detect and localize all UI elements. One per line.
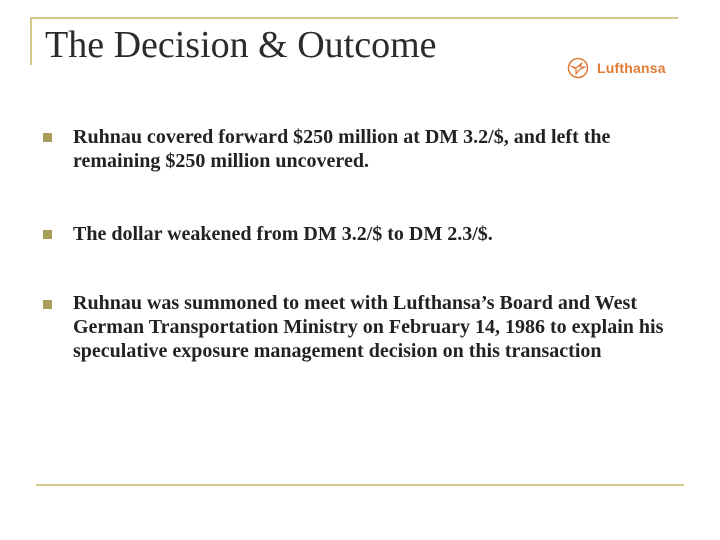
bullet-text-2: The dollar weakened from DM 3.2/$ to DM 2.3/$. (73, 223, 493, 245)
frame-top-rule (30, 17, 678, 19)
logo-wordmark: Lufthansa (597, 60, 666, 76)
crane-icon (567, 57, 589, 79)
frame-bottom-rule (36, 484, 684, 486)
logo (567, 57, 666, 79)
bullet-text-1: Ruhnau covered forward $250 million at DM 3.2/$, and left the remaining $250 million uncovered. (73, 126, 611, 172)
frame-left-rule (30, 17, 32, 65)
slide-title: The Decision & Outcome (45, 24, 437, 66)
bullet-marker (43, 300, 52, 309)
bullet-marker (43, 230, 52, 239)
bullet-marker (43, 133, 52, 142)
bullet-text-3: Ruhnau was summoned to meet with Lufthansa’s Board and West German Transportation Ministry on February 14, 1986 to explain his speculative exposure management decision on this transaction (73, 292, 664, 362)
